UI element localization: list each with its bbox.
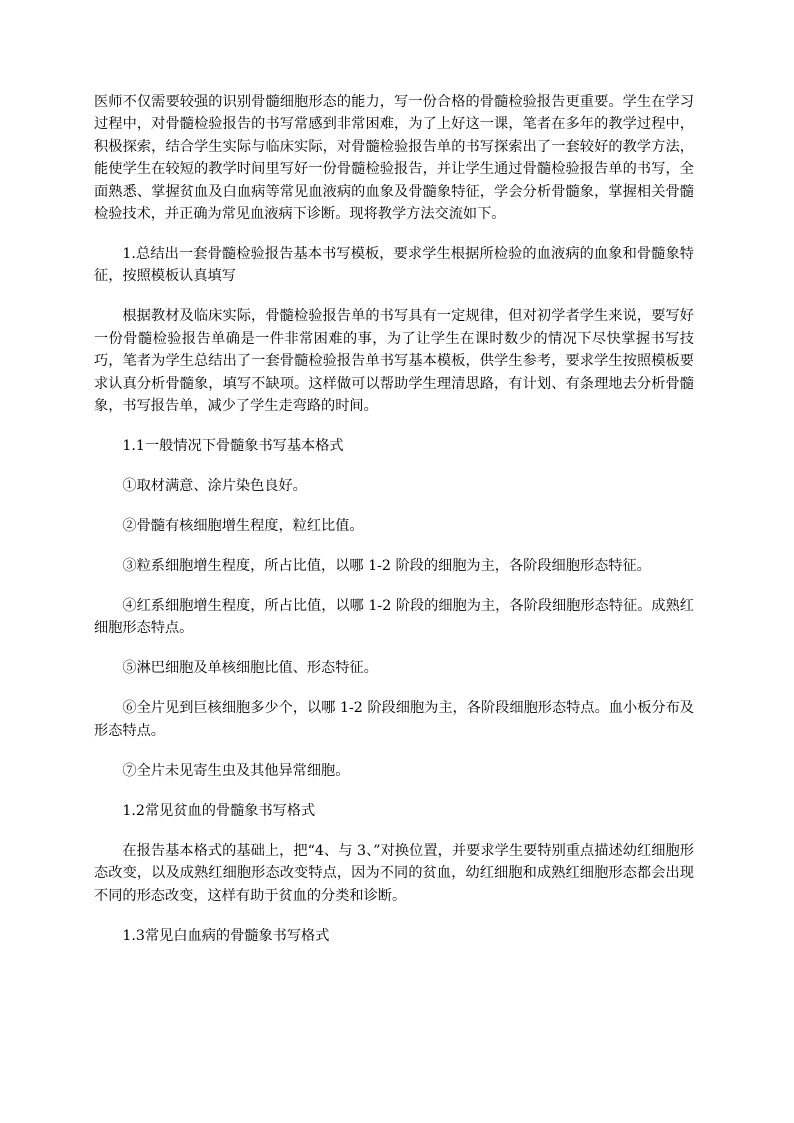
list-item-6: ⑥全片见到巨核细胞多少个，以哪 1-2 阶段细胞为主，各阶段细胞形态特点。血小板分布及形态特点。: [94, 700, 694, 739]
intro-paragraph: 医师不仅需要较强的识别骨髓细胞形态的能力，写一份合格的骨髓检验报告更重要。学生在学习过程中，对骨髓检验报告的书写常感到非常困难，为了上好这一课，笔者在多年的教学过程中，积极探索，结合学生实际与临床实际，对骨髓检验报告单的书写探索出了一套较好的教学方法，能使学生在较短的教学时间里写好一份骨髓检验报告，并让学生通过骨髓检验报告单的书写，全面熟悉、掌握贫血及白血病等常见血液病的血象及骨髓象特征，学会分析骨髓象，掌握相关骨髓检验技术，并正确为常见血液病下诊断。现将教学方法交流如下。: [94, 94, 694, 223]
section-1-1-heading: 1.1一般情况下骨髓象书写基本格式: [122, 438, 344, 455]
section-1-body: 根据教材及临床实际，骨髓检验报告单的书写具有一定规律，但对初学者学生来说，要写好一份骨髓检验报告单确是一件非常困难的事，为了让学生在课时数少的情况下尽快掌握书写技巧，笔者为学生总结出了一套骨髓检验报告单书写基本模板，供学生参考，要求学生按照模板要求认真分析骨髓象，填写不缺项。这样做可以帮助学生理清思路，有计划、有条理地去分析骨髓象，书写报告单，减少了学生走弯路的时间。: [94, 308, 694, 415]
section-1-3-heading: 1.3常见白血病的骨髓象书写格式: [122, 927, 330, 944]
document-page: [94, 91, 694, 947]
list-item-5: ⑤淋巴细胞及单核细胞比值、形态特征。: [122, 660, 378, 677]
list-item-2: ②骨髓有核细胞增生程度，粒红比值。: [122, 518, 364, 535]
list-item-4: ④红系细胞增生程度，所占比值，以哪 1-2 阶段的细胞为主，各阶段细胞形态特征。成熟红细胞形态特点。: [94, 598, 694, 637]
section-1-2-body: 在报告基本格式的基础上，把“4、与 3、”对换位置，并要求学生要特别重点描述幼红细胞形态改变，以及成熟红细胞形态改变特点，因为不同的贫血，幼红细胞和成熟红细胞形态都会出现不同的形态改变，这样有助于贫血的分类和诊断。: [94, 842, 694, 904]
list-item-1: ①取材满意、涂片染色良好。: [122, 478, 307, 495]
list-item-3: ③粒系细胞增生程度，所占比值，以哪 1-2 阶段的细胞为主，各阶段细胞形态特征。: [122, 558, 651, 575]
list-item-7: ⑦全片未见寄生虫及其他异常细胞。: [122, 762, 350, 779]
section-1-2-heading: 1.2常见贫血的骨髓象书写格式: [122, 802, 316, 819]
section-1-heading: 1.总结出一套骨髓检验报告基本书写模板，要求学生根据所检验的血液病的血象和骨髓象特征，按照模板认真填写: [94, 246, 694, 285]
